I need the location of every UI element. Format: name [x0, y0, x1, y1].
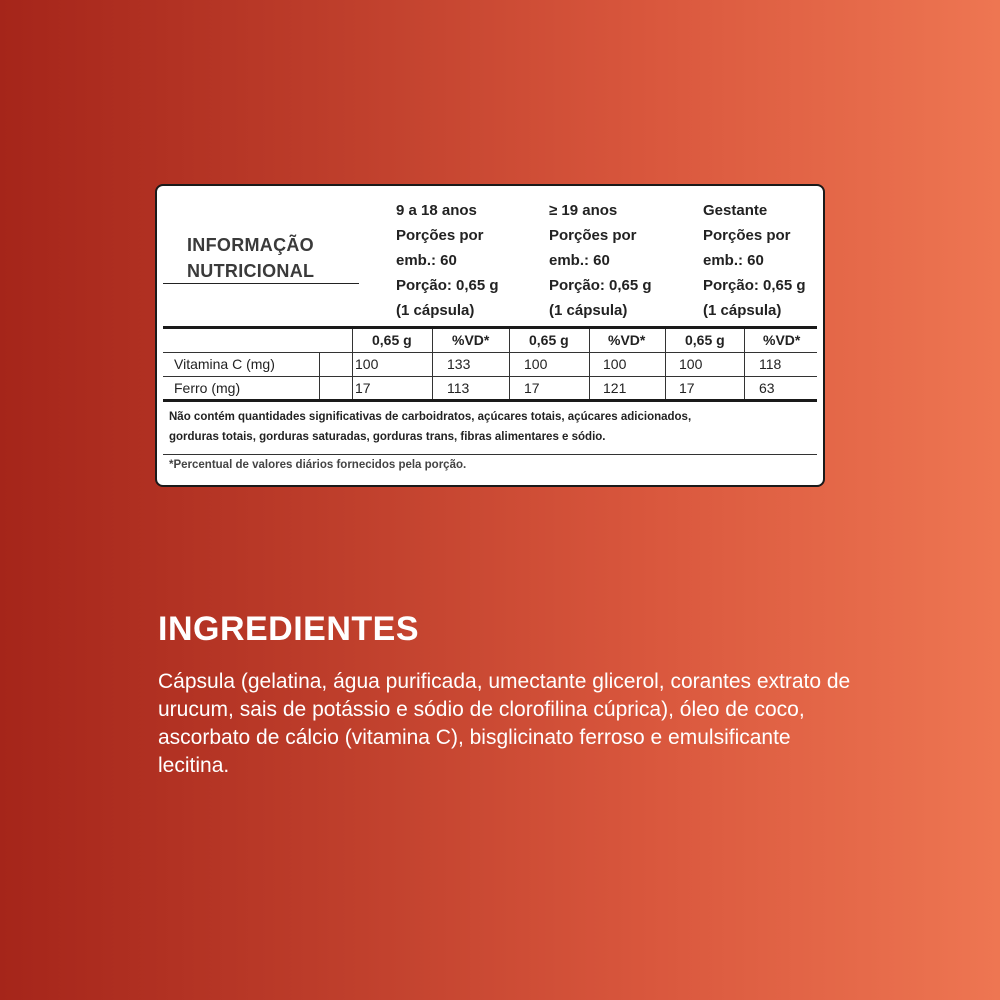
- group-line: (1 cápsula): [703, 302, 782, 319]
- group-line: Porção: 0,65 g: [703, 277, 806, 294]
- table-divider: [163, 352, 817, 353]
- group-line: emb.: 60: [396, 252, 457, 269]
- table-cell: 113: [447, 380, 470, 396]
- col-header: 0,65 g: [529, 332, 569, 348]
- table-cell: 100: [679, 356, 703, 372]
- group-line: Porção: 0,65 g: [549, 277, 652, 294]
- table-col-divider: [319, 353, 320, 399]
- table-cell: 100: [524, 356, 548, 372]
- table-cell: 121: [603, 380, 627, 396]
- group-line: emb.: 60: [703, 252, 764, 269]
- note-divider: [163, 454, 817, 455]
- nutrient-name: Vitamina C (mg): [174, 356, 275, 372]
- group-line: emb.: 60: [549, 252, 610, 269]
- group-name: 9 a 18 anos: [396, 202, 477, 219]
- group-line: Porções por: [549, 227, 637, 244]
- group-name: Gestante: [703, 202, 768, 219]
- group-line: Porções por: [396, 227, 484, 244]
- not-significant-note-line1: Não contém quantidades significativas de carboidratos, açúcares totais, açúcares adicionados,: [169, 411, 692, 423]
- nutrition-facts-label: [155, 184, 825, 487]
- table-col-divider: [589, 329, 590, 399]
- table-cell: 17: [355, 380, 371, 396]
- nutrition-title-line1: INFORMAÇÃO: [187, 235, 314, 255]
- table-col-divider: [509, 329, 510, 399]
- table-col-divider: [432, 329, 433, 399]
- col-header: 0,65 g: [372, 332, 412, 348]
- table-cell: 100: [603, 356, 627, 372]
- table-cell: 17: [679, 380, 695, 396]
- group-line: Porção: 0,65 g: [396, 277, 499, 294]
- ingredients-title: INGREDIENTES: [158, 610, 420, 648]
- table-col-divider: [352, 329, 353, 399]
- nutrition-title: [187, 232, 314, 284]
- group-line: (1 cápsula): [396, 302, 475, 319]
- col-header: %VD*: [452, 332, 490, 348]
- table-cell: 118: [759, 356, 782, 372]
- table-cell: 100: [355, 356, 379, 372]
- table-bottom-rule: [163, 399, 817, 402]
- group-9-18: [396, 198, 499, 323]
- table-cell: 63: [759, 380, 775, 396]
- not-significant-note-line2: gorduras totais, gorduras saturadas, gorduras trans, fibras alimentares e sódio.: [169, 431, 606, 443]
- group-line: Porções por: [703, 227, 791, 244]
- table-divider: [163, 376, 817, 377]
- table-cell: 133: [447, 356, 471, 372]
- title-underline: [163, 283, 359, 284]
- footnote: *Percentual de valores diários fornecidos pela porção.: [169, 459, 467, 471]
- table-top-rule: [163, 326, 817, 329]
- col-header: %VD*: [763, 332, 801, 348]
- group-name: ≥ 19 anos: [549, 202, 618, 219]
- nutrient-name: Ferro (mg): [174, 380, 241, 396]
- group-19-plus: [549, 198, 652, 323]
- col-header: %VD*: [608, 332, 646, 348]
- ingredients-text: Cápsula (gelatina, água purificada, umectante glicerol, corantes extrato de urucum, sais de potássio e sódio de clorofilina cúprica), óleo de coco, ascorbato de cálcio (vitamina C), bisglicinato ferroso e emulsificante lecitina.: [158, 670, 851, 777]
- col-header: 0,65 g: [685, 332, 725, 348]
- group-gestante: [703, 198, 806, 323]
- group-line: (1 cápsula): [549, 302, 628, 319]
- nutrition-title-line2: NUTRICIONAL: [187, 261, 315, 281]
- table-col-divider: [665, 329, 666, 399]
- table-col-divider: [744, 329, 745, 399]
- table-cell: 17: [524, 380, 540, 396]
